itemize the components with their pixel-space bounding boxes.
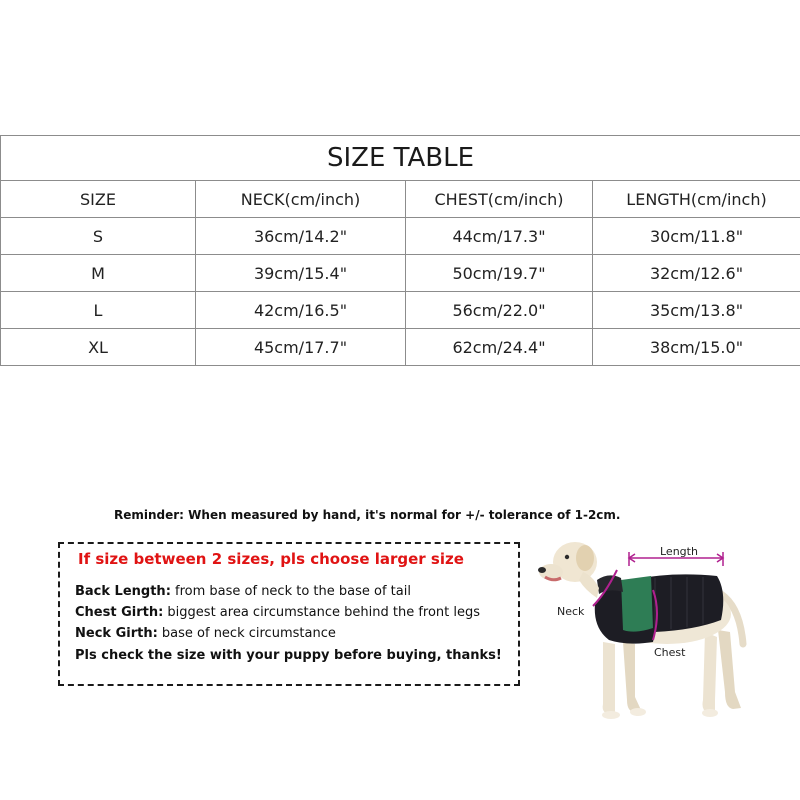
table-header-row [1,181,800,218]
chest-girth-label: Chest Girth: [75,605,164,620]
size-table [0,135,800,366]
chest-label: Chest [654,646,686,659]
cell-length: 35cm/13.8" [593,292,800,329]
chest-girth-text: biggest area circumstance behind the front legs [163,605,481,620]
neck-girth-note [75,626,336,641]
neck-girth-label: Neck Girth: [75,626,158,641]
table-row [1,255,800,292]
tolerance-reminder: Reminder: When measured by hand, it's normal for +/- tolerance of 1-2cm. [114,508,621,522]
cell-chest: 62cm/24.4" [406,329,593,366]
cell-chest: 56cm/22.0" [406,292,593,329]
table-title: SIZE TABLE [1,136,800,181]
table-row [1,329,800,366]
cell-size: L [1,292,196,329]
length-label: Length [660,545,698,558]
table-row [1,292,800,329]
cell-neck: 39cm/15.4" [196,255,406,292]
cell-size: M [1,255,196,292]
back-length-label: Back Length: [75,584,171,599]
cell-size: XL [1,329,196,366]
cell-length: 30cm/11.8" [593,218,800,255]
header-neck: NECK(cm/inch) [196,181,406,218]
back-length-text: from base of neck to the base of tail [170,584,411,599]
neck-label: Neck [557,605,585,618]
check-size-text: Pls check the size with your puppy before buying, thanks! [75,648,502,663]
header-size: SIZE [1,181,196,218]
cell-size: S [1,218,196,255]
cell-chest: 50cm/19.7" [406,255,593,292]
cell-length: 32cm/12.6" [593,255,800,292]
cell-neck: 45cm/17.7" [196,329,406,366]
chest-girth-note [75,605,480,620]
neck-girth-text: base of neck circumstance [157,626,336,641]
dog-measurement-diagram [535,532,795,732]
sizing-notice-box [58,542,520,686]
cell-length: 38cm/15.0" [593,329,800,366]
cell-neck: 42cm/16.5" [196,292,406,329]
header-chest: CHEST(cm/inch) [406,181,593,218]
larger-size-warning: If size between 2 sizes, pls choose larger size [78,550,464,568]
check-size-note [75,648,502,663]
dog-illustration [535,532,795,732]
header-length: LENGTH(cm/inch) [593,181,800,218]
table-row [1,218,800,255]
back-length-note [75,584,411,599]
cell-neck: 36cm/14.2" [196,218,406,255]
cell-chest: 44cm/17.3" [406,218,593,255]
